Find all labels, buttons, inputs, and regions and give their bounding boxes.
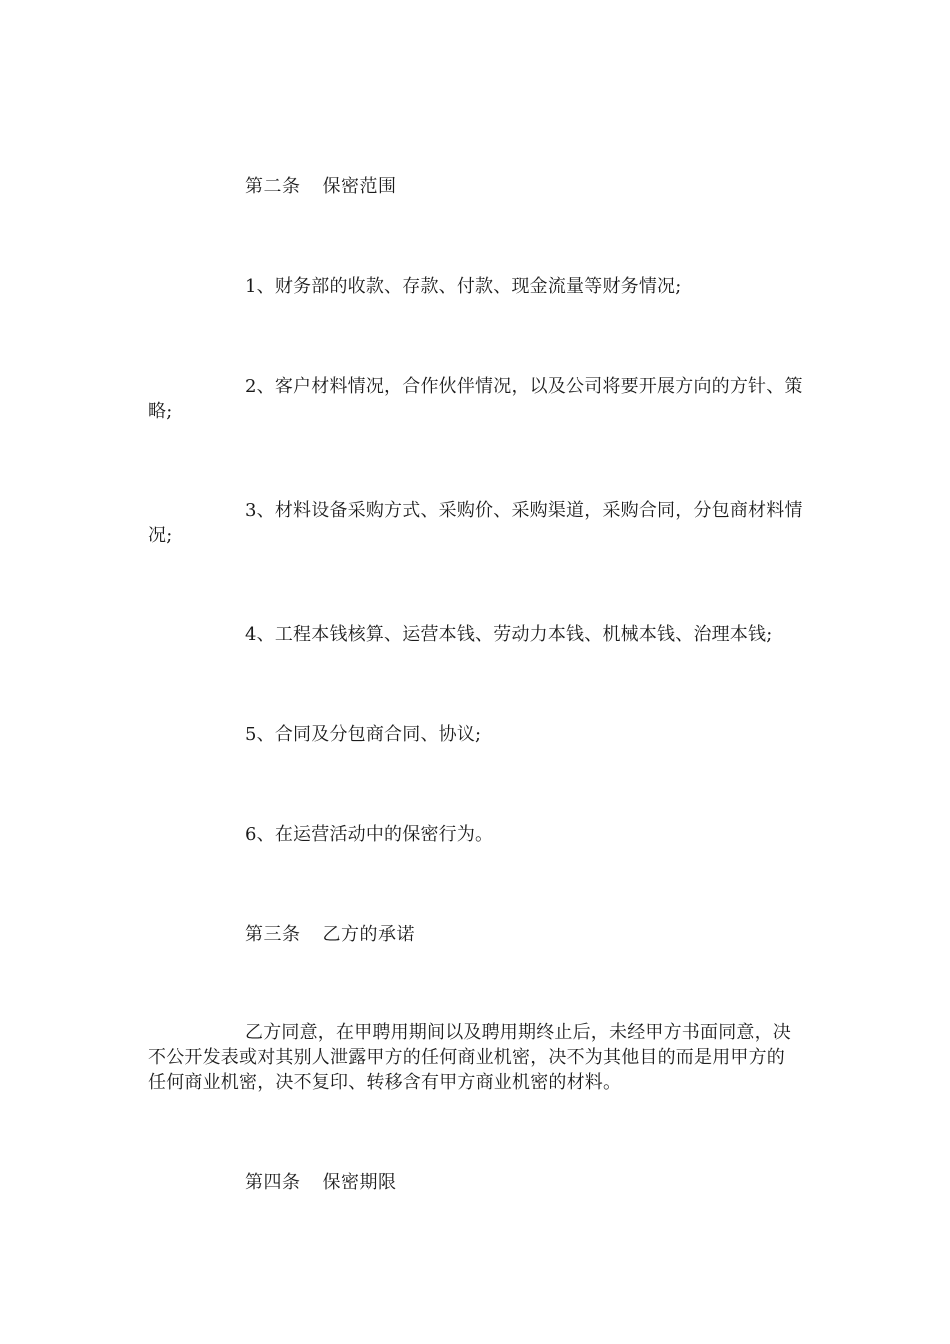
section-title: 保密期限 — [322, 1172, 397, 1193]
section-number: 第三条 — [245, 924, 301, 945]
section-heading-2 — [148, 174, 803, 199]
scope-item-2: 2、客户材料情况，合作伙伴情况，以及公司将要开展方向的方针、策略; — [148, 376, 803, 422]
promise-paragraph: 乙方同意，在甲聘用期间以及聘用期终止后，未经甲方书面同意，决不公开发表或对其别人泄露甲方的任何商业机密，决不为其他目的而是用甲方的任何商业机密，决不复印、转移含有甲方商业机密的材料。 — [148, 1022, 791, 1093]
scope-item-3: 3、材料设备采购方式、采购价、采购渠道，采购合同，分包商材料情况; — [148, 500, 803, 546]
scope-item-4: 4、工程本钱核算、运营本钱、劳动力本钱、机械本钱、治理本钱; — [245, 624, 773, 645]
section-number: 第二条 — [245, 176, 301, 197]
scope-item-5: 5、合同及分包商合同、协议; — [245, 724, 482, 745]
section-number: 第四条 — [245, 1172, 301, 1193]
scope-item-6: 6、在运营活动中的保密行为。 — [245, 824, 494, 845]
section-title: 乙方的承诺 — [322, 924, 415, 945]
section-title: 保密范围 — [322, 176, 397, 197]
section-heading-4 — [148, 1170, 803, 1195]
section-heading-3 — [148, 922, 803, 947]
scope-item-1: 1、财务部的收款、存款、付款、现金流量等财务情况; — [245, 276, 682, 297]
